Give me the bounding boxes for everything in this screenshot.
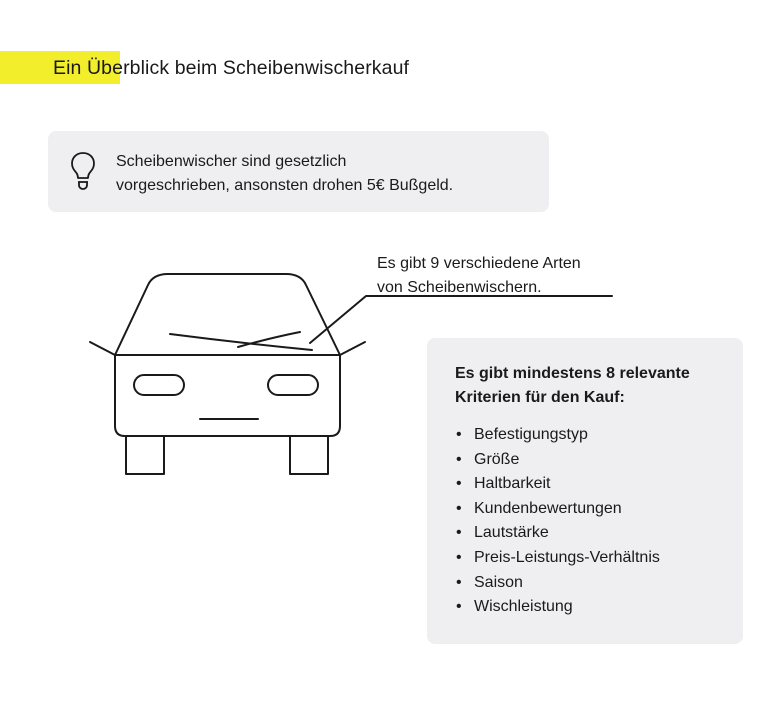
tip-line: Scheibenwischer sind gesetzlich bbox=[116, 153, 347, 170]
car-wheel-right bbox=[290, 436, 328, 474]
criteria-heading-line: Es gibt mindestens 8 relevante bbox=[455, 365, 690, 382]
tip-line: vorgeschrieben, ansonsten drohen 5€ Bußgeld. bbox=[116, 177, 454, 194]
criteria-box bbox=[427, 338, 743, 644]
criteria-item: • Größe bbox=[455, 448, 660, 473]
criteria-heading bbox=[455, 362, 690, 410]
car-headlight-left bbox=[134, 375, 184, 395]
wiper-callout bbox=[377, 252, 581, 300]
criteria-item: • Kundenbewertungen bbox=[455, 497, 660, 522]
car-wheel-left bbox=[126, 436, 164, 474]
car-mirror-left bbox=[90, 342, 115, 355]
callout-line: Es gibt 9 verschiedene Arten bbox=[377, 255, 581, 272]
criteria-heading-line: Kriterien für den Kauf: bbox=[455, 389, 625, 406]
criteria-item: • Preis-Leistungs-Verhältnis bbox=[455, 546, 660, 571]
callout-leader-line bbox=[310, 296, 612, 343]
car-roof bbox=[115, 274, 340, 355]
criteria-item: • Lautstärke bbox=[455, 521, 660, 546]
criteria-item: • Befestigungstyp bbox=[455, 423, 660, 448]
criteria-item: • Haltbarkeit bbox=[455, 472, 660, 497]
callout-line: von Scheibenwischern. bbox=[377, 279, 542, 296]
wiper-blade-left bbox=[170, 334, 312, 350]
car-headlight-right bbox=[268, 375, 318, 395]
criteria-list bbox=[455, 423, 660, 620]
page-title: Ein Überblick beim Scheibenwischerkauf bbox=[53, 57, 410, 79]
criteria-item: • Saison bbox=[455, 571, 660, 596]
criteria-item: • Wischleistung bbox=[455, 595, 660, 620]
car-mirror-right bbox=[340, 342, 365, 355]
